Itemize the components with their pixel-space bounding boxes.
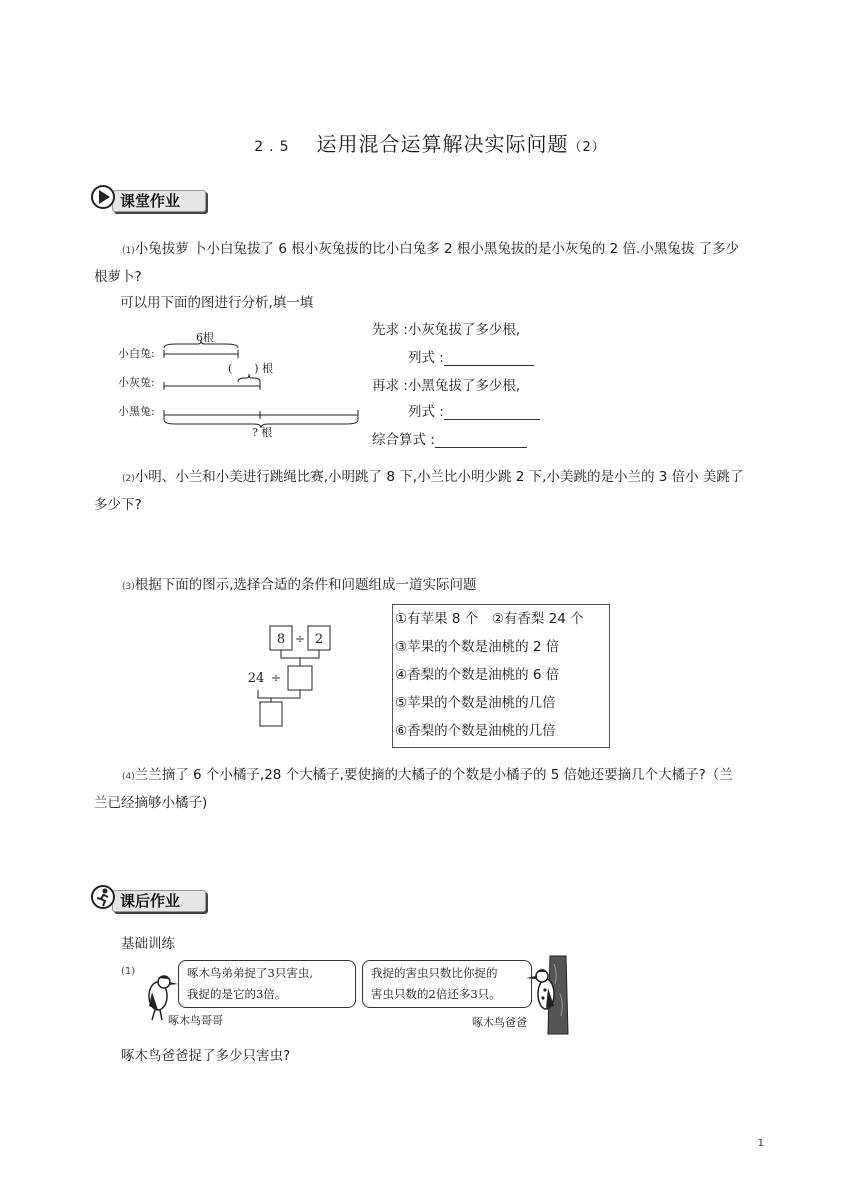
q4-text-line2: 兰已经摘够小橘子): [94, 795, 208, 811]
label-question: ? 根: [252, 426, 273, 439]
q3-number: (3): [122, 582, 135, 592]
banner-label: 课堂作业: [120, 192, 181, 210]
q2-text-line2: 多少下?: [94, 497, 142, 513]
bubble2-line2: 害虫只数的2倍还多3只。: [371, 987, 501, 1001]
question-3: [94, 572, 774, 600]
tree-a: 8: [276, 632, 286, 647]
answer-blank-3[interactable]: [435, 435, 527, 448]
option-5[interactable]: ⑤苹果的个数是油桃的几倍: [395, 695, 556, 711]
step-then: 再求 :小黑兔拔了多少根,: [372, 378, 521, 394]
brace-difference: [238, 374, 260, 382]
question-2: [94, 464, 774, 518]
question-1: [94, 236, 774, 316]
bubble1-line1: 啄木鸟弟弟捉了3只害虫,: [187, 966, 313, 980]
q1-text-line2: 根萝卜?: [94, 269, 142, 285]
woodpecker-father-icon: [520, 954, 572, 1036]
q2-number: (2): [122, 474, 135, 484]
box-result-1: [288, 666, 312, 690]
step-formula2-label: 列式 :: [408, 404, 444, 420]
tree-op1: ÷: [294, 632, 306, 646]
tree-b: 2: [314, 632, 324, 647]
option-3[interactable]: ③苹果的个数是油桃的 2 倍: [395, 639, 560, 655]
q1-text-line1: 小兔拔萝 卜小白兔拔了 6 根小灰兔拔的比小白兔多 2 根小黑兔拔的是小灰兔的 2 倍.小黑兔拔 了多少: [134, 241, 740, 257]
option-6[interactable]: ⑥香梨的个数是油桃的几倍: [395, 723, 556, 739]
page-title: [0, 128, 860, 157]
tree-op2: ÷: [270, 671, 282, 685]
division-tree-diagram: [244, 620, 344, 730]
box-result-2: [260, 702, 282, 726]
q3-options-box: [392, 604, 610, 748]
banner-label: 课后作业: [120, 892, 181, 910]
option-1-2[interactable]: ①有苹果 8 个 ②有香梨 24 个: [395, 611, 584, 627]
bubble1-line2: 我捉的是它的3倍。: [187, 987, 287, 1001]
step-combined-label: 综合算式 :: [372, 432, 435, 448]
q2-text-line1: 小明、小兰和小美进行跳绳比赛,小明跳了 8 下,小兰比小明少跳 2 下,小美跳的是小兰的 3 倍小 美跳了: [134, 469, 744, 485]
answer-blank-2[interactable]: [444, 407, 540, 420]
step-formula1-label: 列式 :: [408, 350, 444, 366]
brace-total: [164, 420, 358, 428]
page-number: 1: [757, 1138, 764, 1149]
section-banner-homework: [90, 884, 220, 912]
label-gray-rabbit: 小灰兔:: [118, 376, 155, 389]
q5-question: 啄木鸟爸爸捉了多少只害虫?: [121, 1048, 291, 1064]
label-black-rabbit: 小黑兔:: [118, 405, 155, 418]
section-banner-classwork: [90, 184, 220, 212]
q4-text-line1: 兰兰摘了 6 个小橘子,28 个大橘子,要使摘的大橘子的个数是小橘子的 5 倍她还要摘几个大橘子?（兰: [134, 767, 733, 783]
q5-number: (1): [121, 966, 136, 977]
name-father: 啄木鸟爸爸: [472, 1016, 527, 1029]
label-paren: ( ) 根: [228, 362, 274, 375]
q1-steps: [372, 318, 572, 456]
label-six: 6根: [196, 331, 214, 344]
basic-training-label: 基础训练: [121, 936, 175, 952]
section-number: 2.5: [254, 139, 295, 155]
speech-bubble-father: [362, 960, 532, 1008]
rabbit-line-diagram: [116, 324, 366, 444]
name-brother: 啄木鸟哥哥: [168, 1014, 223, 1027]
answer-blank-1[interactable]: [444, 353, 534, 366]
question-4: [94, 762, 774, 816]
step-first: 先求 :小灰兔拔了多少根,: [372, 322, 521, 338]
title-main: 运用混合运算解决实际问题: [316, 132, 569, 156]
brace-six: [164, 340, 238, 348]
title-sub: （2）: [568, 140, 606, 155]
bubble2-line1: 我捉的害虫只数比你捉的: [371, 966, 498, 980]
q3-text-line1: 根据下面的图示,选择合适的条件和问题组成一道实际问题: [134, 577, 477, 593]
q1-number: (1): [122, 246, 135, 256]
tree-c: 24: [247, 671, 265, 686]
q4-number: (4): [122, 772, 135, 782]
play-icon: [90, 184, 116, 210]
runner-icon: [90, 884, 116, 910]
speech-bubble-brother: [178, 960, 356, 1008]
q1-hint: 可以用下面的图进行分析,填一填: [120, 295, 314, 311]
label-white-rabbit: 小白兔:: [118, 347, 155, 360]
option-4[interactable]: ④香梨的个数是油桃的 6 倍: [395, 667, 560, 683]
